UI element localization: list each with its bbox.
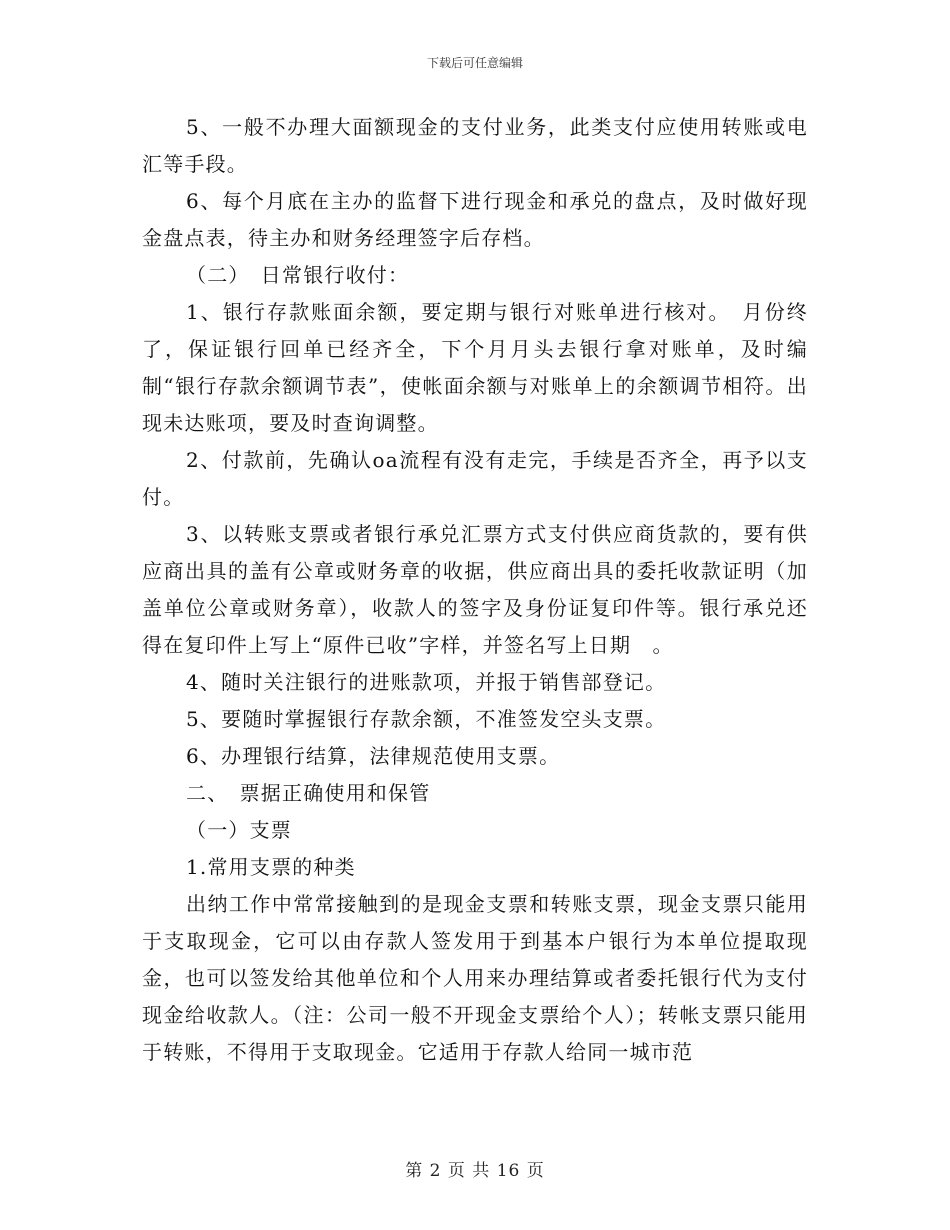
- section-heading-daily-bank: （二） 日常银行收付：: [186, 263, 410, 287]
- paragraph-monthly-cash-count: 6、每个月底在主办的监督下进行现金和承兑的盘点，及时做好现金盘点表，待主办和财务经理签字后存档。: [142, 189, 808, 250]
- paragraph-bank-balance: 5、要随时掌握银行存款余额，不准签发空头支票。: [186, 707, 667, 731]
- document-body: [142, 109, 808, 1071]
- paragraph-bank-settlement: 6、办理银行结算，法律规范使用支票。: [186, 744, 561, 768]
- subsection-heading-cheques: （一）支票: [186, 818, 292, 842]
- section-heading-bills: 二、 票据正确使用和保管: [186, 781, 431, 805]
- paragraph-bank-reconciliation: 1、银行存款账面余额，要定期与银行对账单进行核对。 月份终了，保证银行回单已经齐全，下个月月头去银行拿对账单，及时编制“银行存款余额调节表”，使帐面余额与对账单上的余额调节相符。出现未达账项，要及时查询调整。: [142, 300, 808, 435]
- paragraph-cash-large-amount: 5、一般不办理大面额现金的支付业务，此类支付应使用转账或电汇等手段。: [142, 115, 808, 176]
- page-header-note: 下载后可任意编辑: [426, 56, 523, 70]
- page-footer: 第 2 页 共 16 页: [405, 1161, 545, 1181]
- paragraph-payment-check: 2、付款前，先确认oa流程有没有走完，手续是否齐全，再予以支付。: [142, 448, 808, 509]
- subsection-heading-cheque-types: 1.常用支票的种类: [186, 855, 356, 879]
- paragraph-cheque-types: 出纳工作中常常接触到的是现金支票和转账支票，现金支票只能用于支取现金，它可以由存款人签发用于到基本户银行为本单位提取现金，也可以签发给其他单位和个人用来办理结算或者委托银行代为支付现金给收款人。（注：公司一般不开现金支票给个人）；转帐支票只能用于转账，不得用于支取现金。它适用于存款人给同一城市范: [142, 892, 808, 1064]
- paragraph-supplier-payment: 3、以转账支票或者银行承兑汇票方式支付供应商货款的，要有供应商出具的盖有公章或财务章的收据，供应商出具的委托收款证明（加盖单位公章或财务章），收款人的签字及身份证复印件等。银行承兑还得在复印件上写上“原件已收”字样，并签名写上日期 。: [142, 522, 808, 657]
- paragraph-incoming-funds: 4、随时关注银行的进账款项，并报于销售部登记。: [186, 670, 667, 694]
